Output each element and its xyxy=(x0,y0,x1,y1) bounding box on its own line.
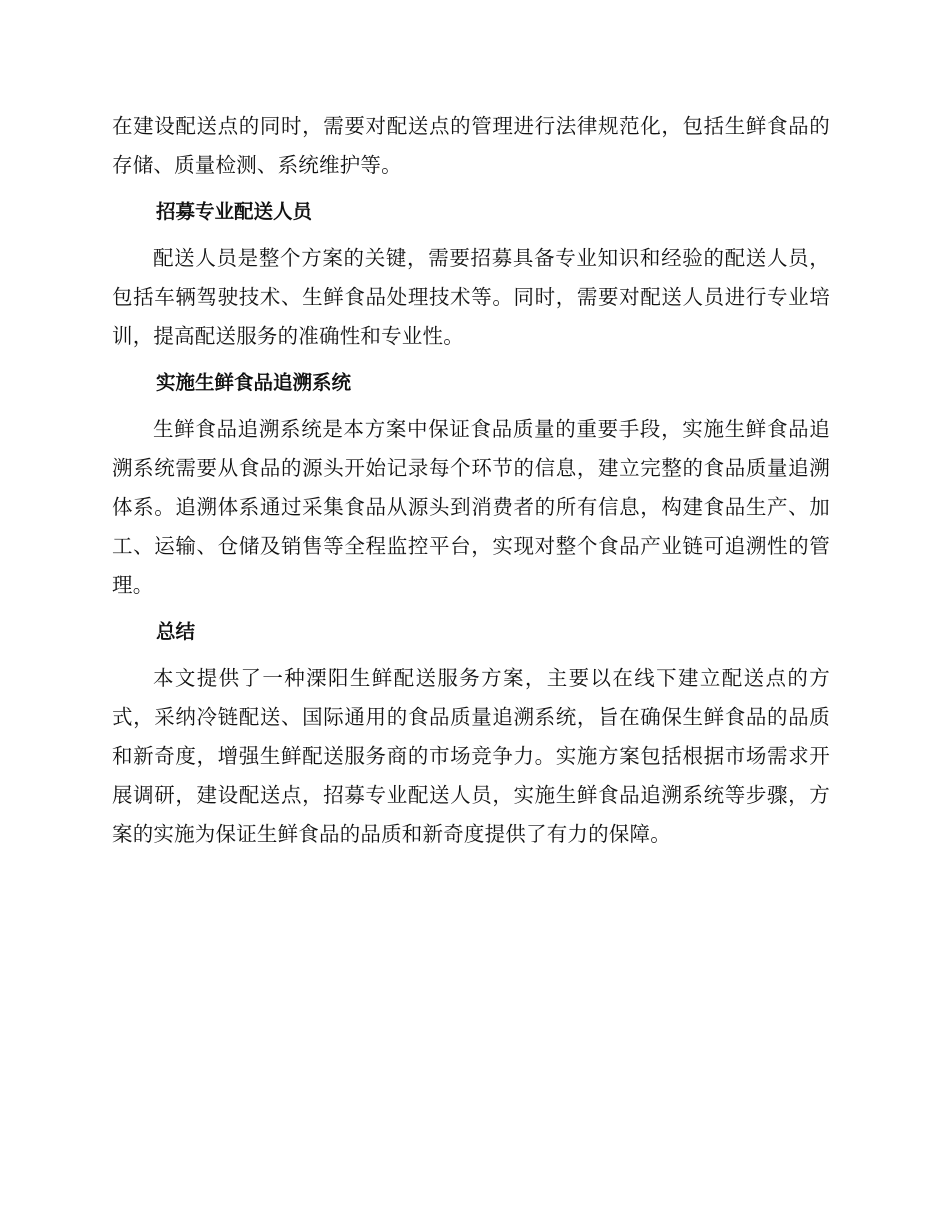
section-paragraph-summary: 本文提供了一种溧阳生鲜配送服务方案，主要以在线下建立配送点的方式，采纳冷链配送、国际通用的食品质量追溯系统，旨在确保生鲜食品的品质和新奇度，增强生鲜配送服务商的市场竞争力。实施方案包括根据市场需求开展调研，建设配送点，招募专业配送人员，实施生鲜食品追溯系统等步骤，方案的实施为保证生鲜食品的品质和新奇度提供了有力的保障。 xyxy=(112,666,830,846)
section-heading-traceability: 实施生鲜食品追溯系统 xyxy=(156,371,352,394)
section-heading-recruit: 招募专业配送人员 xyxy=(156,200,313,223)
section-paragraph-recruit: 配送人员是整个方案的关键，需要招募具备专业知识和经验的配送人员，包括车辆驾驶技术、生鲜食品处理技术等。同时，需要对配送人员进行专业培训，提高配送服务的准确性和专业性。 xyxy=(112,246,830,348)
section-heading-summary: 总结 xyxy=(156,620,196,643)
intro-paragraph: 在建设配送点的同时，需要对配送点的管理进行法律规范化，包括生鲜食品的存储、质量检测、系统维护等。 xyxy=(112,114,830,177)
section-paragraph-traceability: 生鲜食品追溯系统是本方案中保证食品质量的重要手段，实施生鲜食品追溯系统需要从食品的源头开始记录每个环节的信息，建立完整的食品质量追溯体系。追溯体系通过采集食品从源头到消费者的所有信息，构建食品生产、加工、运输、仓储及销售等全程监控平台，实现对整个食品产业链可追溯性的管理。 xyxy=(112,417,830,597)
document-body xyxy=(112,107,830,854)
